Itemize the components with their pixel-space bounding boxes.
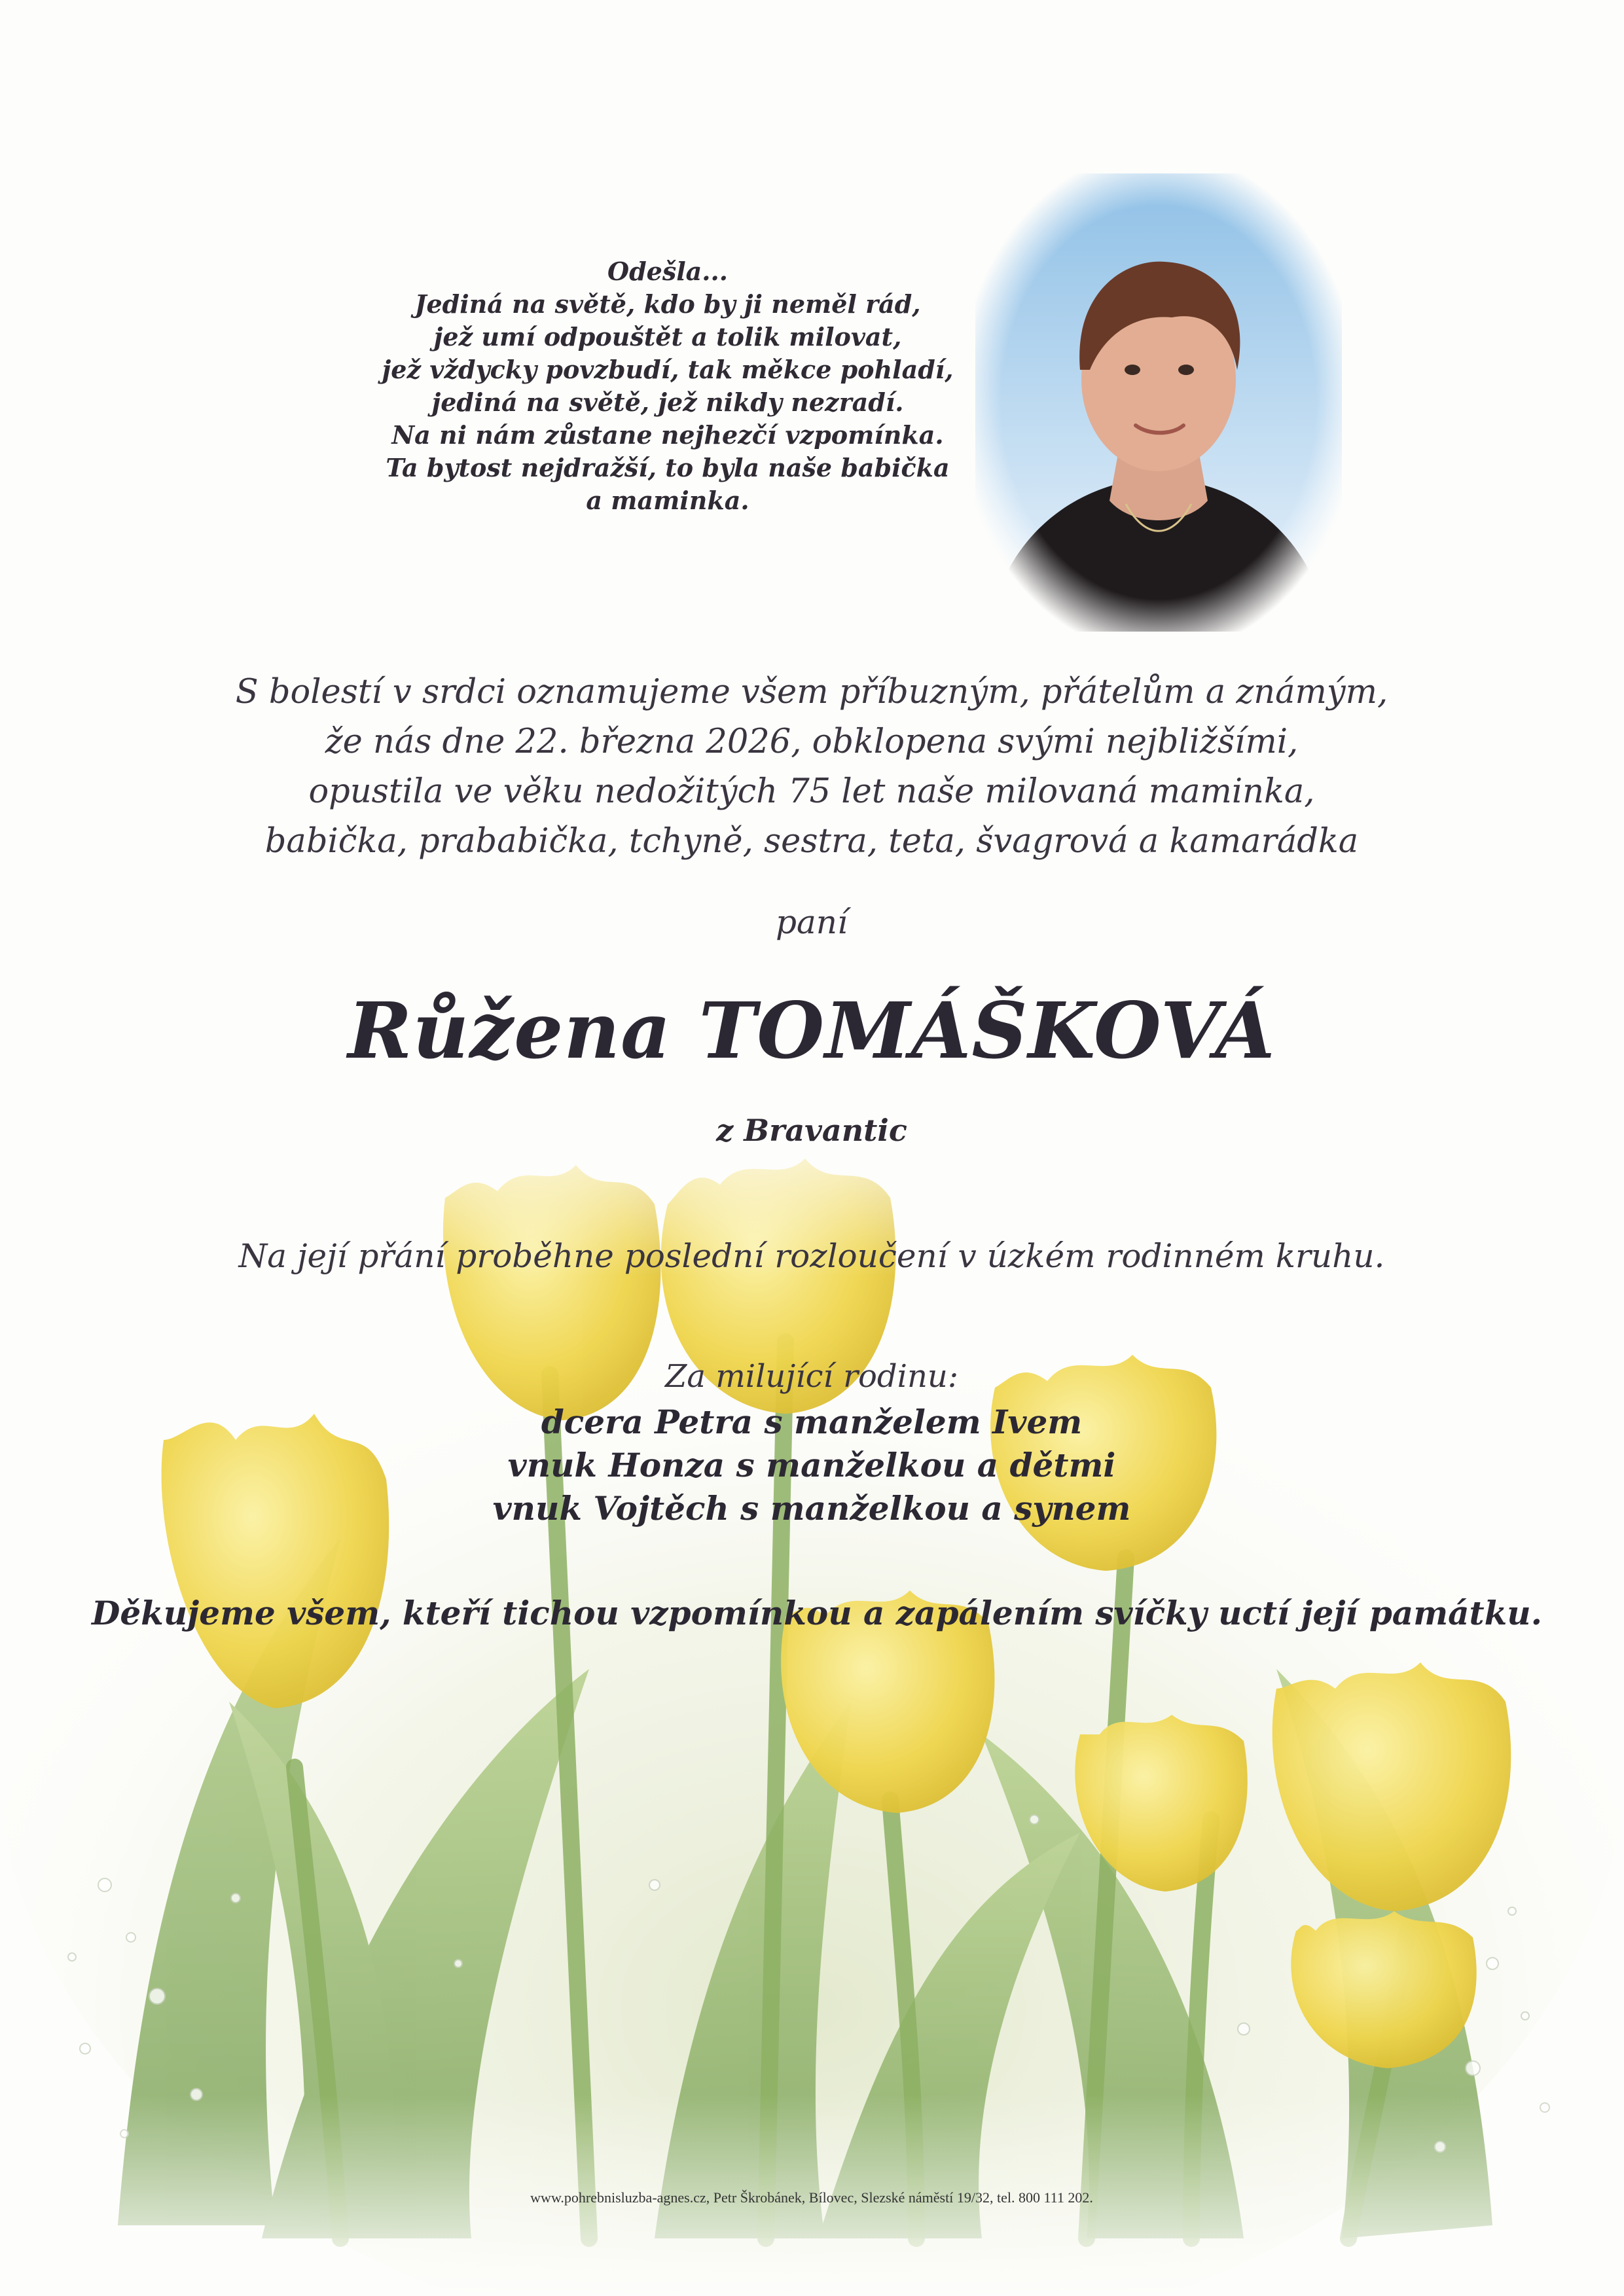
announcement (157, 668, 1466, 867)
poem-line: Jediná na světě, kdo by ji neměl rád, (414, 289, 921, 319)
poem-line: jež umí odpouštět a tolik milovat, (433, 322, 902, 351)
announcement-line: opustila ve věku nedožitých 75 let naše milovaná maminka, (308, 772, 1315, 811)
poem-line: jediná na světě, jež nikdy nezradí. (431, 387, 904, 417)
family-members (353, 1401, 1270, 1530)
thanks-message: Děkujeme všem, kteří tichou vzpomínkou a zapálením svíčky uctí její památku. (92, 1594, 1542, 1632)
announcement-line: že nás dne 22. března 2026, obklopena svými nejbližšími, (325, 723, 1299, 761)
announcement-line: S bolestí v srdci oznamujeme všem příbuzným, přátelům a známým, (235, 673, 1388, 711)
announcement-line: babička, prababička, tchyně, sestra, teta, švagrová a kamarádka (264, 822, 1359, 861)
farewell-notice: Na její přání proběhne poslední rozloučení v úzkém rodinném kruhu. (238, 1237, 1385, 1275)
deceased-origin: z Bravantic (716, 1113, 907, 1148)
honorific: paní (775, 903, 848, 941)
poem (203, 255, 1132, 517)
poem-line: Odešla... (607, 257, 728, 286)
poem-line: jež vždycky povzbudí, tak měkce pohladí, (382, 355, 954, 384)
funeral-service-footer: www.pohrebnisluzba-agnes.cz, Petr Škrobánek, Bílovec, Slezské náměstí 19/32, tel. 800 111 202. (530, 2189, 1093, 2206)
poem-line: a maminka. (586, 486, 749, 515)
family-member: dcera Petra s manželem Ivem (541, 1403, 1083, 1441)
family-member: vnuk Honza s manželkou a dětmi (507, 1446, 1116, 1484)
deceased-name: Růžena TOMÁŠKOVÁ (348, 985, 1276, 1076)
family-label: Za milující rodinu: (664, 1358, 958, 1395)
family-member: vnuk Vojtěch s manželkou a synem (492, 1489, 1131, 1528)
poem-line: Na ni nám zůstane nejhezčí vzpomínka. (391, 420, 944, 450)
poem-line: Ta bytost nejdražší, to byla naše babička (386, 453, 950, 482)
